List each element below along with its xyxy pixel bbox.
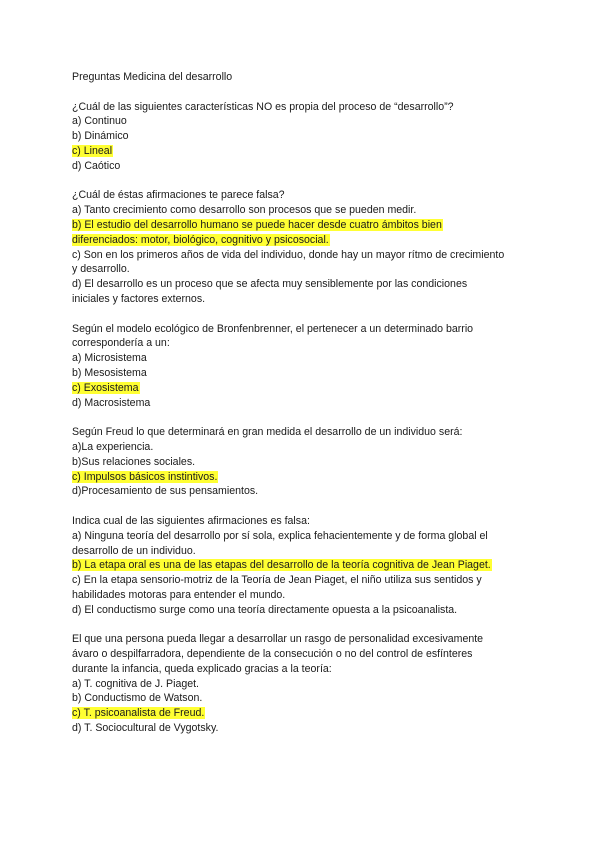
- answer-option: [72, 351, 532, 366]
- question-4: [72, 425, 532, 499]
- answer-option: [72, 129, 532, 144]
- answer-option: [72, 529, 532, 559]
- answer-option: [72, 396, 532, 411]
- answer-option: [72, 691, 532, 706]
- question-text: ávaro o despilfarradora, dependiente de la consecución o no del control de esfínteres: [72, 648, 473, 661]
- document-title: Preguntas Medicina del desarrollo: [72, 71, 233, 83]
- answer-option-text: b) Mesosistema: [72, 366, 147, 379]
- question-text: El que una persona pueda llegar a desarrollar un rasgo de personalidad excesivamente: [72, 633, 484, 646]
- answer-option-text: c) T. psicoanalista de Freud.: [72, 707, 205, 720]
- answer-option-text: d) El desarrollo es un proceso que se afecta muy sensiblemente por las condiciones: [72, 278, 468, 291]
- answer-option: [72, 114, 532, 129]
- question-text: ¿Cuál de las siguientes características NO es propia del proceso de “desarrollo”?: [72, 100, 454, 113]
- answer-option-text: y desarrollo.: [72, 263, 130, 276]
- question-6: [72, 632, 532, 736]
- answer-option-text: c) En la etapa sensorio-motriz de la Teoría de Jean Piaget, el niño utiliza sus sentidos y: [72, 574, 482, 587]
- answer-option-text: a)La experiencia.: [72, 440, 154, 453]
- question-text: Indica cual de las siguientes afirmaciones es falsa:: [72, 514, 310, 527]
- answer-option: [72, 603, 532, 618]
- answer-option-text: b) Conductismo de Watson.: [72, 692, 203, 705]
- question-text: Según el modelo ecológico de Bronfenbrenner, el pertenecer a un determinado barrio: [72, 322, 474, 335]
- answer-option: [72, 366, 532, 381]
- answer-option: [72, 248, 532, 278]
- answer-option: [72, 455, 532, 470]
- answer-option-highlighted: [72, 144, 532, 159]
- document-page: [72, 70, 532, 751]
- questions-list: [72, 100, 532, 736]
- answer-option-text: diferenciados: motor, biológico, cognitivo y psicosocial.: [72, 233, 329, 246]
- answer-option-text: c) Impulsos básicos instintivos.: [72, 470, 218, 483]
- answer-option-highlighted: [72, 470, 532, 485]
- answer-option-text: iniciales y factores externos.: [72, 292, 206, 305]
- question-text: ¿Cuál de éstas afirmaciones te parece falsa?: [72, 189, 285, 202]
- answer-option: [72, 677, 532, 692]
- question-text: correspondería a un:: [72, 337, 170, 350]
- answer-option-text: c) Exosistema: [72, 381, 139, 394]
- answer-option-text: habilidades motoras para entender el mundo.: [72, 588, 286, 601]
- answer-option-text: c) Lineal: [72, 144, 113, 157]
- answer-option-text: d) Macrosistema: [72, 396, 151, 409]
- question-2: [72, 188, 532, 306]
- answer-option-text: a) Microsistema: [72, 352, 147, 365]
- answer-option-highlighted: [72, 381, 532, 396]
- answer-option: [72, 573, 532, 603]
- answer-option-text: desarrollo de un individuo.: [72, 544, 196, 557]
- answer-option-text: a) T. cognitiva de J. Piaget.: [72, 677, 200, 690]
- answer-option-text: a) Ninguna teoría del desarrollo por sí sola, explica fehacientemente y de forma global el: [72, 529, 488, 542]
- answer-option: [72, 159, 532, 174]
- answer-option: [72, 484, 532, 499]
- question-3: [72, 322, 532, 411]
- question-1: [72, 100, 532, 174]
- answer-option-highlighted: [72, 218, 532, 248]
- answer-option-text: a) Continuo: [72, 115, 127, 128]
- answer-option-text: b) El estudio del desarrollo humano se puede hacer desde cuatro ámbitos bien: [72, 218, 442, 231]
- answer-option: [72, 277, 532, 307]
- answer-option-text: b)Sus relaciones sociales.: [72, 455, 196, 468]
- answer-option: [72, 721, 532, 736]
- answer-option-highlighted: [72, 558, 532, 573]
- answer-option-text: b) Dinámico: [72, 130, 129, 143]
- answer-option-text: d) El conductismo surge como una teoría directamente opuesta a la psicoanalista.: [72, 603, 458, 616]
- answer-option-text: d) T. Sociocultural de Vygotsky.: [72, 722, 219, 735]
- question-text: Según Freud lo que determinará en gran medida el desarrollo de un individuo será:: [72, 426, 463, 439]
- answer-option: [72, 203, 532, 218]
- question-text: durante la infancia, queda explicado gracias a la teoría:: [72, 662, 332, 675]
- answer-option-text: d)Procesamiento de sus pensamientos.: [72, 485, 259, 498]
- question-5: [72, 514, 532, 618]
- answer-option-text: b) La etapa oral es una de las etapas del desarrollo de la teoría cognitiva de Jean Piaget.: [72, 559, 491, 572]
- answer-option: [72, 440, 532, 455]
- answer-option-text: a) Tanto crecimiento como desarrollo son procesos que se pueden medir.: [72, 204, 417, 217]
- answer-option-highlighted: [72, 706, 532, 721]
- answer-option-text: c) Son en los primeros años de vida del individuo, donde hay un mayor rítmo de crecimiento: [72, 248, 505, 261]
- answer-option-text: d) Caótico: [72, 159, 121, 172]
